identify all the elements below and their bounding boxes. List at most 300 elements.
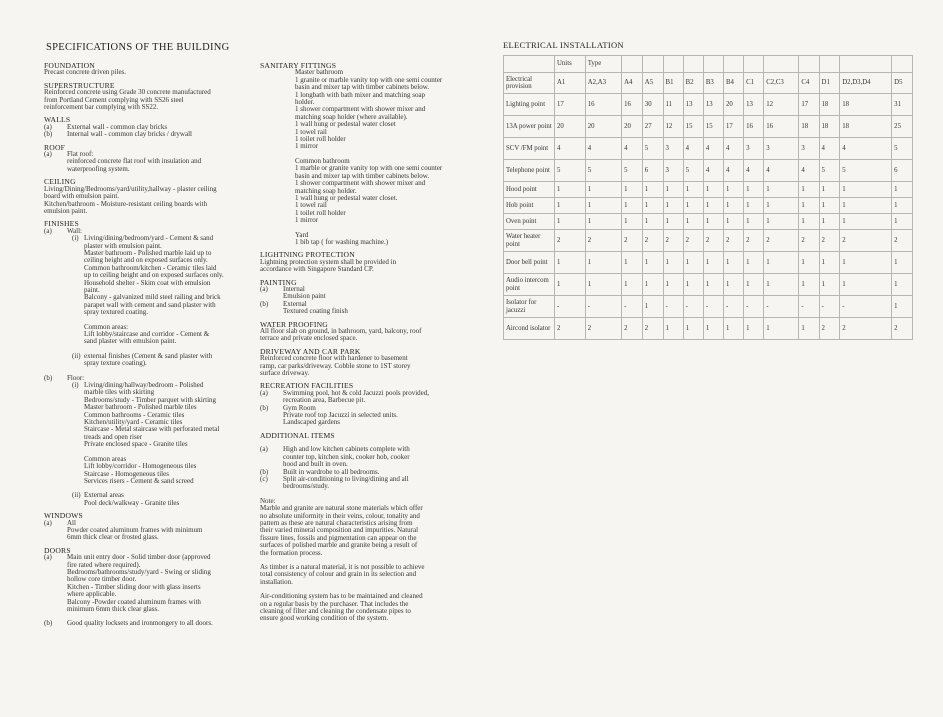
spec-text: Kitchen/utility/yard - Ceramic tiles (84, 418, 183, 427)
item-label: (i) (72, 381, 79, 390)
table-cell: 2 (819, 230, 840, 252)
electrical-installation-table (503, 55, 913, 340)
spec-text: Precast concrete driven piles. (44, 68, 127, 77)
spec-text: 1 mirror (295, 142, 319, 151)
spec-text: bedrooms/study. (283, 482, 330, 491)
spec-text: Lightning protection system shall be provided in (260, 257, 397, 266)
table-cell: 13 (703, 94, 723, 116)
spec-text: from Portland Cement complying with SS26 steel (44, 95, 184, 104)
unit-type-header: A5 (642, 73, 663, 94)
table-cell: 1 (585, 182, 621, 198)
spec-text: plaster with emulsion paint. (84, 241, 162, 250)
spec-text: pattern as these are natural characteristics arising from (260, 518, 413, 527)
item-label: (a) (44, 553, 52, 562)
spacer (260, 491, 445, 498)
spec-text: External areas (84, 491, 124, 500)
item-label: (b) (260, 403, 269, 412)
table-cell: 1 (892, 274, 913, 296)
spec-text: 6mm thick clear or frosted glass. (67, 533, 159, 542)
table-cell: 1 (585, 274, 621, 296)
table-cell: 1 (622, 214, 643, 230)
spec-line (44, 69, 244, 76)
spec-text: Swimming pool, hot & cold Jacuzzi pools provided, (283, 388, 430, 397)
header-blank-cell (622, 56, 643, 73)
spec-text: 1 shower compartment with shower mixer and (295, 105, 426, 114)
table-cell: 1 (892, 296, 913, 318)
table-cell: 1 (840, 214, 892, 230)
table-cell: 1 (642, 296, 663, 318)
table-cell: 5 (683, 160, 703, 182)
table-cell: 1 (663, 274, 683, 296)
spec-text: Marble and granite are natural stone materials which offer (260, 504, 423, 513)
table-row (504, 198, 913, 214)
spec-line (260, 195, 445, 202)
table-cell: 2 (642, 318, 663, 340)
section-heading-driveway-and-car-park: DRIVEWAY AND CAR PARK (260, 346, 361, 356)
spec-text: total consistency of colour and grain in its selection and (260, 570, 417, 579)
spec-line (260, 550, 445, 557)
item-label: (a) (260, 388, 268, 397)
table-cell: 1 (744, 252, 764, 274)
spec-text: 1 wall hung or pedestal water closet (295, 120, 396, 129)
spec-text: Living/dining/bedroom/yard - Cement & sand (84, 234, 214, 243)
spec-text: Yard (295, 230, 309, 239)
spec-text: Living/dining/hallway/bedroom - Polished (84, 381, 204, 390)
table-cell: - (585, 296, 621, 318)
header-blank-cell (744, 56, 764, 73)
spec-text: Staircase - Homogeneous tiles (84, 469, 169, 478)
table-cell: 5 (819, 160, 840, 182)
table-cell: 1 (744, 198, 764, 214)
spec-text: reinforced concrete flat roof with insulation and (67, 157, 202, 166)
header-blank-cell (642, 56, 663, 73)
table-row (504, 116, 913, 138)
spec-text: Good quality locksets and ironmongery to all doors. (67, 619, 213, 628)
spec-line (260, 266, 445, 273)
row-label: Lighting point (504, 94, 555, 116)
section-heading-walls: WALLS (44, 115, 71, 125)
table-cell: 1 (585, 252, 621, 274)
table-cell: 18 (819, 116, 840, 138)
unit-type-header: B1 (663, 73, 683, 94)
table-cell: 20 (585, 116, 621, 138)
unit-type-header: A1 (555, 73, 586, 94)
spec-line (44, 360, 244, 367)
table-cell: 3 (663, 160, 683, 182)
table-cell: - (663, 296, 683, 318)
header-blank-cell (764, 56, 799, 73)
spec-line (44, 441, 244, 448)
table-cell: 1 (703, 274, 723, 296)
unit-type-header: C2,C3 (764, 73, 799, 94)
table-cell: 1 (764, 214, 799, 230)
table-cell: - (683, 296, 703, 318)
table-cell: 15 (703, 116, 723, 138)
table-cell: 16 (622, 94, 643, 116)
table-cell: - (555, 296, 586, 318)
table-cell: 2 (840, 230, 892, 252)
section-heading-additional-items: ADDITIONAL ITEMS (260, 430, 335, 440)
spec-text: Lift lobby/staircase and corridor - Cement & (84, 330, 210, 338)
spec-text: surfaces of polished marble and granite being a result of (260, 541, 418, 550)
table-cell: 2 (703, 230, 723, 252)
table-cell: 1 (703, 198, 723, 214)
table-row (504, 94, 913, 116)
spec-line (44, 131, 244, 138)
electrical-installation-title: ELECTRICAL INSTALLATION (503, 40, 624, 50)
table-cell: 27 (642, 116, 663, 138)
spec-line (260, 217, 445, 224)
spec-text: Note: (260, 496, 276, 505)
table-cell: 18 (840, 94, 892, 116)
spec-text: Powder coated aluminum frames with minimum (67, 525, 203, 534)
table-cell: 1 (799, 252, 819, 274)
spec-text: Wall: (67, 226, 82, 235)
table-cell: 1 (819, 252, 840, 274)
table-cell: 1 (840, 182, 892, 198)
table-cell: 16 (764, 116, 799, 138)
spec-text: sand plaster with emulsion paint. (84, 337, 177, 346)
header-blank-cell (819, 56, 840, 73)
table-cell: - (840, 296, 892, 318)
table-cell: 2 (555, 318, 586, 340)
table-cell: 5 (642, 138, 663, 160)
section-heading-finishes: FINISHES (44, 219, 79, 229)
table-cell: 2 (840, 318, 892, 340)
spec-text: 1 wall hung or pedestal water closet. (295, 193, 398, 202)
table-cell: 1 (683, 274, 703, 296)
spec-text: minimum 6mm thick clear glass. (67, 605, 159, 613)
table-cell: - (744, 296, 764, 318)
spec-text: treads and open riser (84, 432, 143, 441)
spec-text: external finishes (Cement & sand plaster with (84, 351, 213, 360)
table-cell: 1 (764, 318, 799, 340)
header-blank-cell (723, 56, 743, 73)
table-row (504, 252, 913, 274)
spec-text: accordance with Singapore Standard CP. (260, 265, 374, 274)
table-cell: 1 (585, 214, 621, 230)
item-label: (a) (44, 518, 52, 527)
table-cell: 2 (585, 230, 621, 252)
spacer (260, 151, 445, 158)
spec-line (44, 208, 244, 215)
header-blank-cell (663, 56, 683, 73)
spec-text: installation. (260, 577, 293, 586)
spacer (44, 449, 244, 456)
spec-line (44, 338, 244, 345)
table-cell: 1 (799, 182, 819, 198)
table-cell: 16 (744, 116, 764, 138)
section-heading-roof: ROOF (44, 142, 66, 152)
row-label: Door bell point (504, 252, 555, 274)
row-label: Audio intercom point (504, 274, 555, 296)
table-cell: 2 (642, 230, 663, 252)
table-cell: 18 (819, 94, 840, 116)
section-heading-lightning-protection: LIGHTNING PROTECTION (260, 250, 355, 260)
table-cell: 1 (683, 252, 703, 274)
table-row (504, 318, 913, 340)
section-heading-recreation-facilities: RECREATION FACILITIES (260, 381, 354, 391)
spec-text: As timber is a natural material, it is not possible to achieve (260, 562, 425, 571)
spec-text: ensure good working condition of the system. (260, 614, 389, 623)
spec-text: Landscaped gardens (283, 418, 340, 427)
row-label: 13A power point (504, 116, 555, 138)
spec-line (260, 136, 445, 143)
unit-type-header: A2,A3 (585, 73, 621, 94)
spec-text: 1 towel rail (295, 201, 327, 210)
table-cell: 1 (723, 182, 743, 198)
header-blank-cell (840, 56, 892, 73)
spec-text: Kitchen - Timber sliding door with glass inserts (67, 582, 201, 591)
item-label: (b) (44, 130, 53, 139)
unit-type-header: B3 (703, 73, 723, 94)
table-cell: 3 (663, 138, 683, 160)
spec-text: emulsion paint. (44, 206, 88, 215)
table-cell: - (764, 296, 799, 318)
table-cell: 5 (622, 160, 643, 182)
table-cell: 1 (622, 252, 643, 274)
table-cell: 1 (555, 198, 586, 214)
spec-text: fire rated where required). (67, 560, 141, 569)
spec-text: Private roof top Jacuzzi in selected units. (283, 411, 398, 420)
table-cell: 1 (892, 198, 913, 214)
table-cell: 1 (744, 214, 764, 230)
spec-text: basin and mixer tap with timber cabinets below. (295, 171, 430, 180)
item-label: (b) (44, 373, 53, 382)
table-cell: 2 (622, 318, 643, 340)
table-cell: 11 (663, 94, 683, 116)
spec-text: Split air-conditioning to living/dining and all (283, 474, 409, 483)
spec-text: Internal (283, 284, 305, 293)
spec-line (260, 419, 445, 426)
spec-text: 1 longbath with bath mixer and matching soap (295, 90, 426, 99)
table-cell: 1 (723, 252, 743, 274)
table-cell: 4 (585, 138, 621, 160)
table-cell: 1 (703, 214, 723, 230)
spec-text: basin and mixer tap with timber cabinets below. (295, 83, 430, 92)
table-cell: 2 (892, 318, 913, 340)
table-cell: 1 (585, 198, 621, 214)
table-cell: 1 (622, 182, 643, 198)
row-label: SCV /FM point (504, 138, 555, 160)
table-cell: 17 (799, 94, 819, 116)
spec-text: Reinforced concrete floor with hardener to basement (260, 354, 408, 363)
spec-text: the formation process. (260, 548, 323, 557)
spec-line (260, 143, 445, 150)
spec-line (44, 606, 244, 613)
table-cell: 1 (642, 214, 663, 230)
unit-type-header: C1 (744, 73, 764, 94)
spec-text: Emulsion paint (283, 292, 326, 301)
table-cell: 1 (703, 252, 723, 274)
spec-text: paint. (84, 285, 100, 294)
table-cell: - (819, 296, 840, 318)
spec-text: All (67, 518, 76, 527)
spec-text: board with emulsion paint. (44, 192, 120, 201)
spec-text: External wall - common clay bricks (67, 122, 168, 131)
spec-line (260, 483, 445, 490)
row-label: Aircond isolator (504, 318, 555, 340)
spec-line (260, 121, 445, 128)
spec-text: Bedrooms/bathrooms/study/yard - Swing or sliding (67, 567, 211, 576)
table-cell: 1 (663, 182, 683, 198)
table-cell: 6 (892, 160, 913, 182)
spec-text: spray textured coating. (84, 308, 148, 317)
spec-text: reinforcement bar complying with SS22. (44, 103, 159, 112)
header-blank-cell (892, 56, 913, 73)
spec-line (260, 579, 445, 586)
section-heading-water-proofing: WATER PROOFING (260, 319, 328, 329)
table-cell: 1 (819, 274, 840, 296)
header-blank-cell (683, 56, 703, 73)
spec-text: spray texture coating). (84, 359, 147, 368)
table-cell: 1 (683, 214, 703, 230)
spec-line (260, 129, 445, 136)
spec-text: Lift lobby/corridor - Homogeneous tiles (84, 462, 197, 471)
table-cell: 2 (585, 318, 621, 340)
spec-text: Household shelter - Skim coat with emulsion (84, 278, 211, 287)
spec-line (44, 104, 244, 111)
spec-text: Gym Room (283, 403, 316, 412)
table-cell: 1 (723, 318, 743, 340)
table-cell: 2 (555, 230, 586, 252)
spec-text: up to ceiling height and on exposed surfaces only. (84, 271, 224, 280)
table-cell: 2 (819, 318, 840, 340)
spec-line (44, 309, 244, 316)
table-row (504, 160, 913, 182)
spec-text: Master bathroom - Polished marble tiles (84, 403, 197, 412)
table-cell: 4 (744, 160, 764, 182)
item-label: (a) (44, 226, 52, 235)
table-cell: 15 (683, 116, 703, 138)
spec-text: their varied mineral composition and impurities. Natural (260, 526, 419, 535)
section-heading-doors: DOORS (44, 545, 71, 555)
spec-text: matching soap holder (where available). (295, 112, 408, 121)
table-cell: 1 (764, 182, 799, 198)
table-cell: 1 (840, 274, 892, 296)
table-cell: 1 (663, 252, 683, 274)
table-cell: - (723, 296, 743, 318)
spec-text: recreation area, Barbecue pit. (283, 396, 366, 405)
spec-text: Built in wardrobe to all bedrooms. (283, 467, 380, 476)
table-cell: 1 (764, 252, 799, 274)
table-cell: 1 (622, 274, 643, 296)
table-cell: 13 (683, 94, 703, 116)
table-cell: 1 (683, 182, 703, 198)
table-cell: - (703, 296, 723, 318)
spec-text: counter top, kitchen sink, cooker hob, cooker (283, 452, 410, 461)
table-corner-cell (504, 56, 555, 73)
table-cell: 5 (840, 160, 892, 182)
table-cell: 3 (744, 138, 764, 160)
row-label: Hood point (504, 182, 555, 198)
spec-text: All floor slab on ground, in bathroom, yard, balcony, roof (260, 327, 422, 335)
table-cell: 1 (622, 198, 643, 214)
table-cell: 1 (892, 182, 913, 198)
table-cell: 1 (840, 198, 892, 214)
table-cell: 4 (703, 160, 723, 182)
spec-text: Master bathroom (295, 68, 344, 77)
table-cell: 1 (555, 252, 586, 274)
table-cell: 4 (555, 138, 586, 160)
spec-text: hollow core timber door. (67, 575, 137, 584)
table-cell: 1 (683, 198, 703, 214)
table-cell: 1 (799, 198, 819, 214)
type-header: Type (585, 56, 621, 73)
spec-text: Master bathroom - Polished marble laid up to (84, 248, 212, 257)
table-cell: 18 (799, 116, 819, 138)
table-cell: 1 (819, 198, 840, 214)
spacer (44, 317, 244, 324)
unit-type-header: B4 (723, 73, 743, 94)
table-cell: 1 (642, 182, 663, 198)
spec-text: Textured coating finish (283, 307, 348, 316)
table-cell: 1 (723, 274, 743, 296)
spec-line (44, 166, 244, 173)
table-cell: 30 (642, 94, 663, 116)
spec-text: Air-conditioning system has to be maintained and cleaned (260, 592, 423, 601)
spec-text: on a regular basis by the purchaser. That includes the (260, 599, 409, 608)
spec-text: surface driveway. (260, 369, 310, 378)
table-cell: 20 (723, 94, 743, 116)
table-cell: 1 (663, 198, 683, 214)
spec-line (260, 308, 445, 315)
item-label: (b) (260, 299, 269, 308)
item-label: (b) (44, 619, 53, 628)
spec-line (260, 92, 445, 99)
spec-text: Common bathroom (295, 156, 350, 165)
spec-text: Kitchen/bathroom - Moisture-resistant ceiling boards with (44, 199, 208, 208)
table-cell: 20 (555, 116, 586, 138)
section-heading-superstructure: SUPERSTRUCTURE (44, 80, 115, 90)
table-cell: 18 (840, 116, 892, 138)
table-cell: 1 (555, 214, 586, 230)
row-label: Telephone point (504, 160, 555, 182)
table-cell: 4 (723, 138, 743, 160)
table-cell: 5 (585, 160, 621, 182)
item-label: (ii) (72, 491, 81, 500)
spec-text: High and low kitchen cabinets complete with (283, 445, 410, 454)
item-label: (a) (260, 445, 268, 454)
spec-text: 1 shower compartment with shower mixer and (295, 179, 426, 188)
spec-text: Common areas (84, 454, 127, 463)
spec-text: Common bathrooms - Ceramic tiles (84, 410, 185, 419)
spec-text: Reinforced concrete using Grade 30 concrete manufactured (44, 88, 211, 97)
section-heading-sanitary-fittings: SANITARY FITTINGS (260, 61, 337, 70)
table-cell: 1 (892, 214, 913, 230)
table-row (504, 73, 913, 94)
section-heading-painting: PAINTING (260, 277, 297, 287)
table-cell: 12 (764, 94, 799, 116)
table-cell: 1 (703, 318, 723, 340)
table-cell: 1 (744, 318, 764, 340)
section-heading-ceiling: CEILING (44, 177, 76, 187)
spec-text: 1 granite or marble vanity top with one semi counter (295, 75, 443, 84)
spec-text: 1 toilet roll holder (295, 208, 346, 217)
table-cell: 16 (585, 94, 621, 116)
row-label: Water heater point (504, 230, 555, 252)
row-label: Electrical provision (504, 73, 555, 94)
table-cell: 12 (663, 116, 683, 138)
table-cell: 1 (555, 182, 586, 198)
table-cell: 2 (683, 230, 703, 252)
table-cell: 4 (723, 160, 743, 182)
table-cell: 1 (799, 274, 819, 296)
table-cell: 1 (840, 252, 892, 274)
table-cell: 1 (663, 318, 683, 340)
item-label: (b) (260, 467, 269, 476)
spec-line (44, 620, 244, 627)
